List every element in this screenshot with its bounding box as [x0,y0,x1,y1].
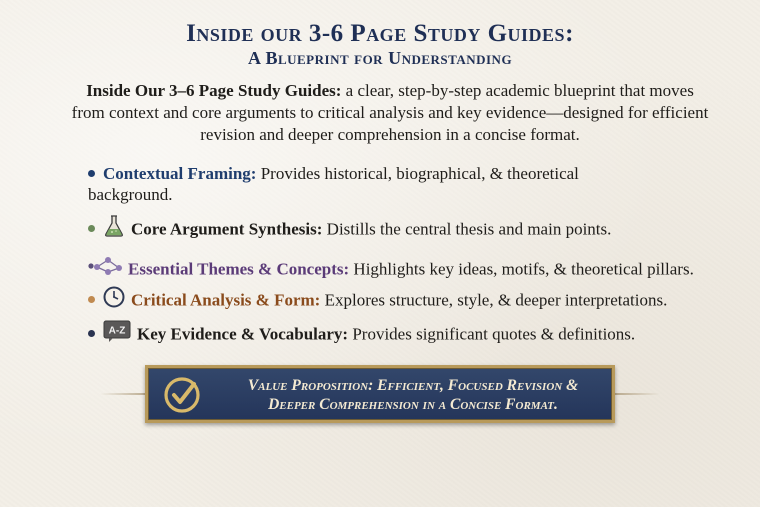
intro-paragraph [70,80,710,146]
item-separator: : [314,290,321,310]
intro-lead: Inside Our 3–6 Page Study Guides: [86,81,342,100]
list-item-core-argument [88,216,688,245]
clock-icon [103,286,125,313]
network-icon [88,256,124,281]
intro-body: a clear, step-by-step academic blueprint that moves from context and core arguments to critical analysis and key evidence—designed for efficient revision and deeper comprehension in a concise format. [71,81,709,144]
title-line-1: Inside our 3-6 Page Study Guides: [186,20,574,47]
item-heading: Key Evidence & Vocabulary [137,324,343,344]
checkmark-circle-icon [162,375,202,419]
dot-bullet-icon [88,170,95,177]
item-separator: : [316,219,323,239]
item-heading: Core Argument Synthesis [131,219,317,239]
item-heading: Contextual Framing [103,164,251,183]
list-item-critical-analysis [88,288,728,315]
item-heading: Critical Analysis & Form [131,290,315,310]
dot-bullet-icon [88,225,95,232]
item-description: Provides historical, biographical, & theoretical background. [88,164,579,204]
item-description: Explores structure, style, & deeper interpretations. [320,290,668,310]
title-line-2: A Blueprint for Understanding [247,48,513,68]
a-z-icon [103,319,131,348]
item-separator: : [343,259,350,279]
value-proposition-line-1: Efficient, Focused Revision & [373,377,579,394]
item-heading: Essential Themes & Concepts [128,259,344,279]
item-separator: : [250,164,257,183]
item-separator: : [342,324,349,344]
item-description: Distills the central thesis and main points. [322,219,612,239]
item-description: Highlights key ideas, motifs, & theoretical pillars. [349,259,694,279]
page-title [0,20,760,69]
item-description: Provides significant quotes & definitions. [348,324,636,344]
a-z-icon-label: A-Z [108,325,126,337]
dot-bullet-icon [88,330,95,337]
dot-bullet-icon [88,296,95,303]
value-proposition-text [218,376,608,414]
value-proposition-banner [145,365,615,423]
value-proposition-section [100,365,660,425]
value-proposition-lead: Value Proposition: [247,377,374,394]
list-item-essential-themes [88,258,748,283]
value-proposition-line-2: Deeper Comprehension in a Concise Format. [268,396,558,413]
flask-icon [103,214,125,243]
list-item-contextual-framing [88,163,628,205]
list-item-key-evidence [88,321,728,350]
